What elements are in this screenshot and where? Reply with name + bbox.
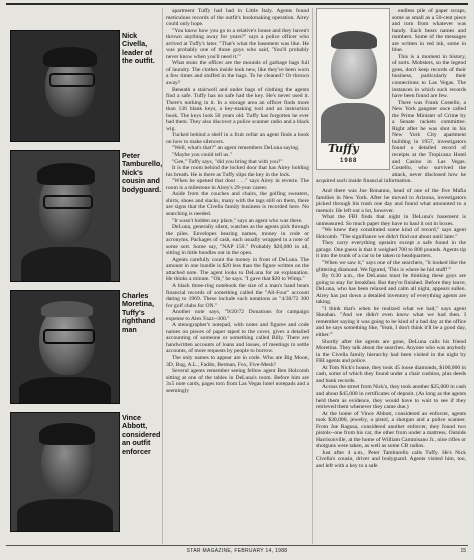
article-column-2 xyxy=(316,188,466,540)
paragraph: Just after 4 a.m., Peter Tamburello calls Tuffy. He's Nick Civella's cousin, driver and bodyguard. Agents visited him, too, and left with a key to a safe xyxy=(316,449,466,469)
paragraph: "Maybe you could tell us." xyxy=(172,152,233,159)
photo-peter-tamburello xyxy=(10,150,120,282)
photo-float-spacer xyxy=(316,8,392,178)
article-column-1 xyxy=(166,8,309,548)
glasses-shape xyxy=(43,195,93,209)
hair-shape xyxy=(43,47,97,67)
paragraph: "When we saw it," says one of the searchers, "it looked like the glittering diamond. We figured, 'This is where he hid stuff!'" xyxy=(316,260,466,273)
paragraph: At Tom Nick's house, they took 45 loose diamonds, $100,000 in cash, some of which they found under a chair cushion, plus deeds and bank records. xyxy=(316,364,466,384)
jacket-shape xyxy=(17,499,113,532)
paragraph: What the FBI finds that night in DeLuna's basement is unmeasured. So much paper they have to haul it out in boxes. xyxy=(316,214,466,227)
glasses-shape xyxy=(49,73,95,87)
footer-publication: STAR MAGAZINE, FEBRUARY 14, 1988 xyxy=(186,548,288,554)
photo-nick-civella xyxy=(10,30,120,142)
paragraph: "We knew they constituted some kind of record," says agent Holcomb. "The signifiance we didn't find out about until later." xyxy=(316,227,466,240)
article-column-2-top xyxy=(316,8,466,184)
caption-vince-abbott: Vince Abbott, considered an outfit enforcer xyxy=(122,413,161,456)
page-number: 15 xyxy=(460,548,466,554)
paragraph: "It wasn't hidden any place," says an agent who was there. xyxy=(172,217,303,224)
column-divider xyxy=(312,8,313,544)
jacket-shape xyxy=(19,377,111,404)
paragraph: At the home of Vince Abbott, considered an enforcer, agents took $30,000, jewelry, a pistol, a shotgun and a police scanner. From Joe Ragusa, considered another enforcer, they found two pistols--one from his car, the other from under a mattress. Outside Harrisonville, at the home of William Cammisano Jr., nine rifles or shotguns were taken, as well as some CB radios. xyxy=(316,410,466,450)
caption-peter-tamburello: Peter Tamburello, Nick's cousin and bodyguard. xyxy=(122,151,163,194)
paragraph: A black three-ring notebook the size of a man's hand bears financial records of something called the "All-Four" account dating to 1969. These include such notations as "4/30/72 300 for golf clubs for ON." xyxy=(166,282,309,309)
paragraph: "You know how you go to a relative's house and they haven't thrown anything away for years?" says a police officer who arrived at Tuffy's later. "That's what the basement was like. He was probably one of those guys who said, 'You'll probably never know when you'll need it.'" xyxy=(166,27,309,60)
paragraph: A stenographer's notepad, with notes and figures and code names on pieces of paper taped to the cover, gives a detailed accounting of someone or something called Billy. There are handwritten accounts of loans and losses, of meetings to settle accounts, of more requests by people to borrow. xyxy=(166,322,309,355)
paragraph: This is a moment in history, of sorts. Mobsters, so the legend goes, don't keep records of their business, particularly their connections to Las Vegas. The instances in which such records have been found are few. xyxy=(392,53,466,100)
paragraph: "Gee," Tuffy says, "did you bring that with you?" xyxy=(172,158,283,165)
paragraph: apartment Tuffy had had in Little Italy. Agents found meticulous records of the outfit's bookmaking operation. Airey could only hope. xyxy=(166,8,309,28)
paragraph: Agents carefully count the money in front of DeLuna. The amount in one bundle is $20 less than the figure written on the attached note. The agent looks to DeLuna for an explanation. He thinks a minute. "Oh," he says. "I gave that $20 to Wimp." xyxy=(166,256,309,283)
paragraph: They carry everything upstairs except a safe found in the garage. One guess is that it weighed 700 to 800 pounds. Agents tip it into the trunk of a car to be taken to headquarters. xyxy=(316,240,466,260)
paragraph: Several agents remember seeing fellow agent Ben Holcomb sitting at one of the tables in DeLuna's room. Before him are 3x5 note cards, pages torn from Las Vegas hotel notepads and a seemingly xyxy=(166,368,309,394)
paragraph: Shortly after the agents are gone, DeLuna calls his friend Moretina. They talk about the searches. Anyone who was anybody in the Civella family hierarchy had been visited in the night by FBI agents and police. xyxy=(316,338,466,365)
paragraph: DeLuna, generally silent, watches as the agents pick through the piles. Envelopes bearing names, money in code or acronyms. Packages of cash, each usually wrapped in a note of some sort. Some say, "NAP 150." Probably $20,000 in all, sitting in little bundles out in the open. xyxy=(166,224,309,257)
caption-charles-moretina: Charles Moretina, Tuffy's righthand man xyxy=(122,291,156,334)
photo-vince-abbott xyxy=(10,412,120,532)
jacket-shape xyxy=(21,247,111,282)
hair-shape xyxy=(41,301,93,317)
paragraph: Aside from the couches and chairs, the golfing sweaters, shirts, shoes and slacks, many with the tags still on them, there are signs that the Civella family business is recorded here. No searching is needed. xyxy=(166,191,309,217)
column-divider xyxy=(162,8,163,544)
photo-charles-moretina xyxy=(10,290,120,404)
hair-shape xyxy=(39,423,95,445)
paragraph: "I think that's when he realized what we had," says agent Skeahan. "And we didn't even know what we had then. I remember saying it was going to be kind of a bad day at the office and he says something like, 'Yeah, I don't think it'll be a good day, either.'" xyxy=(316,305,466,339)
glasses-shape xyxy=(43,329,95,344)
paragraph: Across the street from Nick's, they took another $25,000 in cash and about $45,000 in certificates of deposit. (As long as the agents held them as evidence, they would have to wait to see if they retrieved them whenever they came due.) xyxy=(316,384,466,411)
paragraph: And there was Joe Bonanno, head of one of the five Mafia families in New York. After he moved to Arizona, investigators picked through his trash one day and found what amounted to a memoir. He left out a lot, however. xyxy=(316,188,466,214)
page-footer xyxy=(6,545,468,556)
hair-shape xyxy=(37,163,95,185)
photo-label-year: 1988 xyxy=(340,158,358,164)
paragraph: endless pile of paper scraps, some as small as a 50-cent piece and torn from whatever was handy. Each bears names and numbers. Some of the messages are written in red ink, some in blue. xyxy=(392,8,466,54)
paragraph: Another note says, "9/20/72 Donations for campaign expense to Alex Fazz--300." xyxy=(166,309,309,322)
paragraph: The only names to appear are in code. Who are Big Moon, 3D, Bug, A.L., Faddo, Berman, Fox, Five-Mesh? xyxy=(166,354,309,368)
paragraph: Beneath a stairwell and under bags of clothing the agents find a safe. Tuffy has no safe had the key. He's never used it. There's nothing in it. In a storage area an officer finds more than 136 blank keys, a key-making tool and an instruction book. The keys look 50 years old. Tuffy has forgotten he ever had them. They also discover a police scanner radio and a black wig. xyxy=(166,86,309,132)
paragraph: Tucked behind a shelf in a fruit cellar an agent finds a book on how to make silencers. xyxy=(166,132,309,145)
paragraph: There was Frank Costello, a New York gangster once called the Prime Minister of Crime by a Senate rackets committee. Right after he was shot in his New York City apartment building in 1957, investigators found a detailed record of receipts at the Tropicana Hotel and Casino in Las Vegas. Costello, who survived the attack, never disclosed how he acquired such inside financial information. xyxy=(316,99,466,184)
caption-nick-civella: Nick Civella, leader of the outfit. xyxy=(122,31,155,66)
paragraph: By 6:30 a.m., the DeLunas must be thinking these guys are going to stay for breakfast. But they're finished. Before they leave, DeLuna, who has been relaxed and calm all night, appears sullen. Airey has put down a detailed inventory of everything agents are taking. xyxy=(316,273,466,306)
paragraph: What stuns the officer are the mounds of garbage bags full of laundry. The clothes inside look new, like they've been worn a few times and stuffed in the bags. To be cleaned? Or thrown away? xyxy=(166,60,309,87)
photo-label-name: Tuffy xyxy=(328,142,359,155)
paragraph: It is the room behind the locked door that has Airey holding his breath. He is there as Tuffy slips the key in the lock. xyxy=(166,165,309,178)
paragraph: "Well, what's that?" an agent remembers DeLuna saying. xyxy=(172,145,300,152)
paragraph: "When he opened that door . . ." says Airey in reverie. The room is a milestone in Airey's 29-year career. xyxy=(166,178,309,191)
top-rule xyxy=(6,3,468,5)
